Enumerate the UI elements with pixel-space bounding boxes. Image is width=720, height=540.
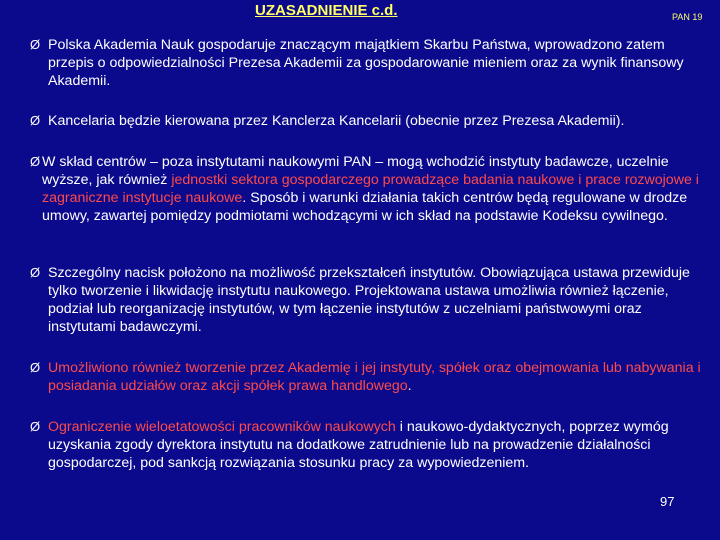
bullet-arrow-icon: Ø <box>30 154 41 169</box>
bullet-arrow-icon: Ø <box>30 113 41 128</box>
bullet-text: . Sposób i warunki działania takich centrów będą regulowane w drodze umowy, zawartej pomiędzy podmiotami wchodzącymi w ich skład na podstawie Kodeksu cywilnego. <box>42 190 688 224</box>
bullet-text-highlight: Ograniczenie wieloetatowości pracowników naukowych <box>48 419 396 435</box>
bullet-text: Polska Akademia Nauk gospodaruje znaczącym majątkiem Skarbu Państwa, wprowadzono zatem przepis o odpowiedzialności Prezesa Akademii za gospodarowanie mieniem oraz za wynik finansowy Akademii. <box>48 37 684 89</box>
bullet-arrow-icon: Ø <box>30 37 41 52</box>
bullet-arrow-icon: Ø <box>30 419 41 434</box>
bullet-arrow-icon: Ø <box>30 360 41 375</box>
bullet-item-4 <box>30 264 702 336</box>
bullet-item-2 <box>30 112 702 130</box>
pan-label: PAN 19 <box>672 12 703 22</box>
bullet-item-1 <box>30 36 702 90</box>
page-number: 97 <box>660 494 675 509</box>
bullet-text: W skład centrów – poza instytutami naukowymi PAN – mogą wchodzić instytuty badawcze, uczelnie wyższe, jak również <box>42 154 669 188</box>
bullet-text-highlight: Umożliwiono również tworzenie przez Akademię i jej instytuty, spółek oraz obejmowania lub nabywania i posiadania udziałów oraz akcji spółek prawa handlowego <box>48 360 701 394</box>
bullet-text: . <box>407 378 412 394</box>
bullet-text: i naukowo-dydaktycznych, poprzez wymóg uzyskania zgody dyrektora instytutu na dodatkowe zatrudnienie lub na prowadzenie działalności gospodarczej, pod sankcją rozwiązania stosunku pracy za wypowiedzeniem. <box>48 419 669 471</box>
bullet-text-highlight: jednostki sektora gospodarczego prowadzące badania naukowe i prace rozwojowe i zagraniczne instytucje naukowe <box>42 172 699 206</box>
bullet-text: Szczególny nacisk położono na możliwość przekształceń instytutów. Obowiązująca ustawa przewiduje tylko tworzenie i likwidację instytutu naukowego. Projektowana ustawa umożliwia również łączenie, podział lub reorganizację instytutów, w tym łączenie instytutów z uczelniami państwowymi oraz instytutami badawczymi. <box>48 265 690 335</box>
bullet-text: Kancelaria będzie kierowana przez Kanclerza Kancelarii (obecnie przez Prezesa Akademii). <box>48 113 625 129</box>
slide-title: UZASADNIENIE c.d. <box>255 2 398 19</box>
bullet-item-3 <box>30 153 702 225</box>
bullet-item-6 <box>30 418 702 472</box>
bullet-arrow-icon: Ø <box>30 265 41 280</box>
bullet-item-5 <box>30 359 702 395</box>
